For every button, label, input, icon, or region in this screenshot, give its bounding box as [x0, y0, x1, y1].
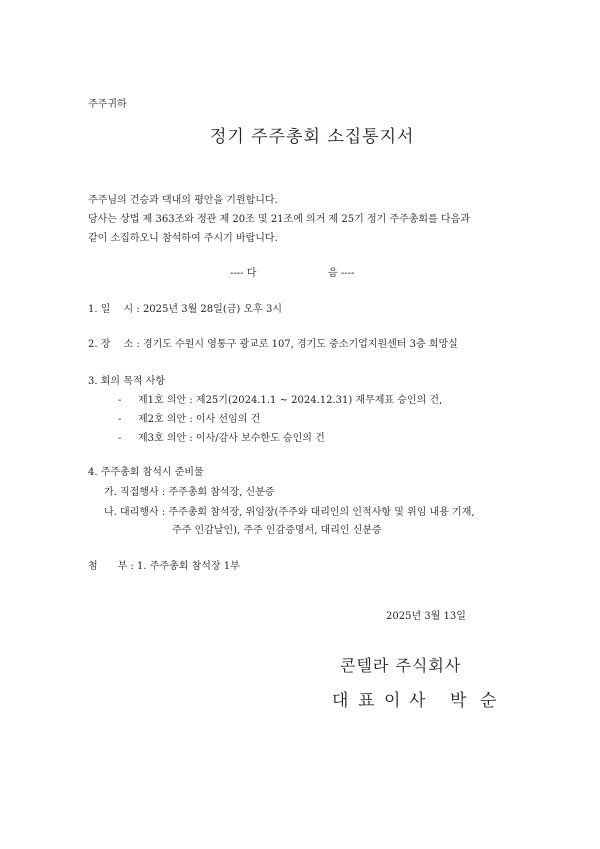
place-label: 2. 장 소: [88, 339, 134, 350]
agenda-item-text: 제3호 의안 : 이사/감사 보수한도 승인의 건: [138, 433, 325, 444]
datetime-label: 1. 일 시: [88, 304, 134, 315]
ceo-title-char: 이: [384, 691, 401, 711]
materials-heading: 4. 주주총회 참석시 준비물: [88, 467, 204, 478]
greeting-line-1: 주주님의 건승과 댁내의 평안을 기원합니다.: [88, 195, 278, 206]
ceo-name-char: 박: [450, 691, 467, 711]
agenda-item-text: 제1호 의안 : 제25기(2024.1.1 ~ 2024.12.31) 재무제표 승인의 건,: [138, 395, 443, 406]
materials-direct: 가. 직접행사 : 주주총회 참석장, 신분증: [104, 487, 275, 498]
materials-proxy-line-2: 주주 인감날인), 주주 인감증명서, 대리인 신분증: [172, 525, 382, 536]
document-title: 정기 주주총회 소집통지서: [210, 127, 415, 147]
item-datetime: [88, 303, 282, 316]
agenda-item: [118, 413, 121, 426]
agenda-item: [118, 432, 121, 445]
agenda-bullet: -: [118, 395, 122, 406]
ceo-signature: [0, 686, 600, 710]
greeting-line-3: 같이 소집하오니 참석하여 주시기 바랍니다.: [88, 233, 278, 244]
separator-right: 음 ----: [328, 268, 355, 279]
place-value: : 경기도 수원시 영통구 광교로 107, 경기도 중소기업지원센터 3층 희망실: [133, 339, 458, 350]
company-name: 콘텔라 주식회사: [340, 656, 462, 675]
attachment-value: : 1. 주주총회 참석장 1부: [127, 561, 240, 572]
agenda-heading: 3. 회의 목적 사항: [88, 376, 166, 387]
issue-date: 2025년 3월 13일: [386, 611, 466, 622]
ceo-name-char: 순: [480, 691, 497, 711]
ceo-title-char: 대: [332, 691, 349, 711]
attachment-label: 첨 부: [88, 561, 128, 572]
agenda-item-text: 제2호 의안 : 이사 선임의 건: [138, 414, 261, 425]
agenda-item: [118, 394, 121, 407]
attachment: [88, 560, 240, 573]
recipient: 주주귀하: [88, 99, 127, 110]
materials-proxy-line-1: 나. 대리행사 : 주주총회 참석장, 위임장(주주와 대리인의 인적사항 및 위임 내용 기재,: [104, 507, 475, 518]
separator-left: ---- 다: [230, 268, 257, 279]
agenda-bullet: -: [118, 414, 122, 425]
agenda-bullet: -: [118, 433, 122, 444]
ceo-title-char: 표: [358, 691, 375, 711]
datetime-value: : 2025년 3월 28일(금) 오후 3시: [133, 304, 282, 315]
greeting-line-2: 당사는 상법 제 363조와 정관 제 20조 및 21조에 의거 제 25기 정기 주주총회를 다음과: [88, 214, 470, 225]
ceo-title-char: 사: [409, 691, 426, 711]
item-place: [88, 338, 458, 351]
